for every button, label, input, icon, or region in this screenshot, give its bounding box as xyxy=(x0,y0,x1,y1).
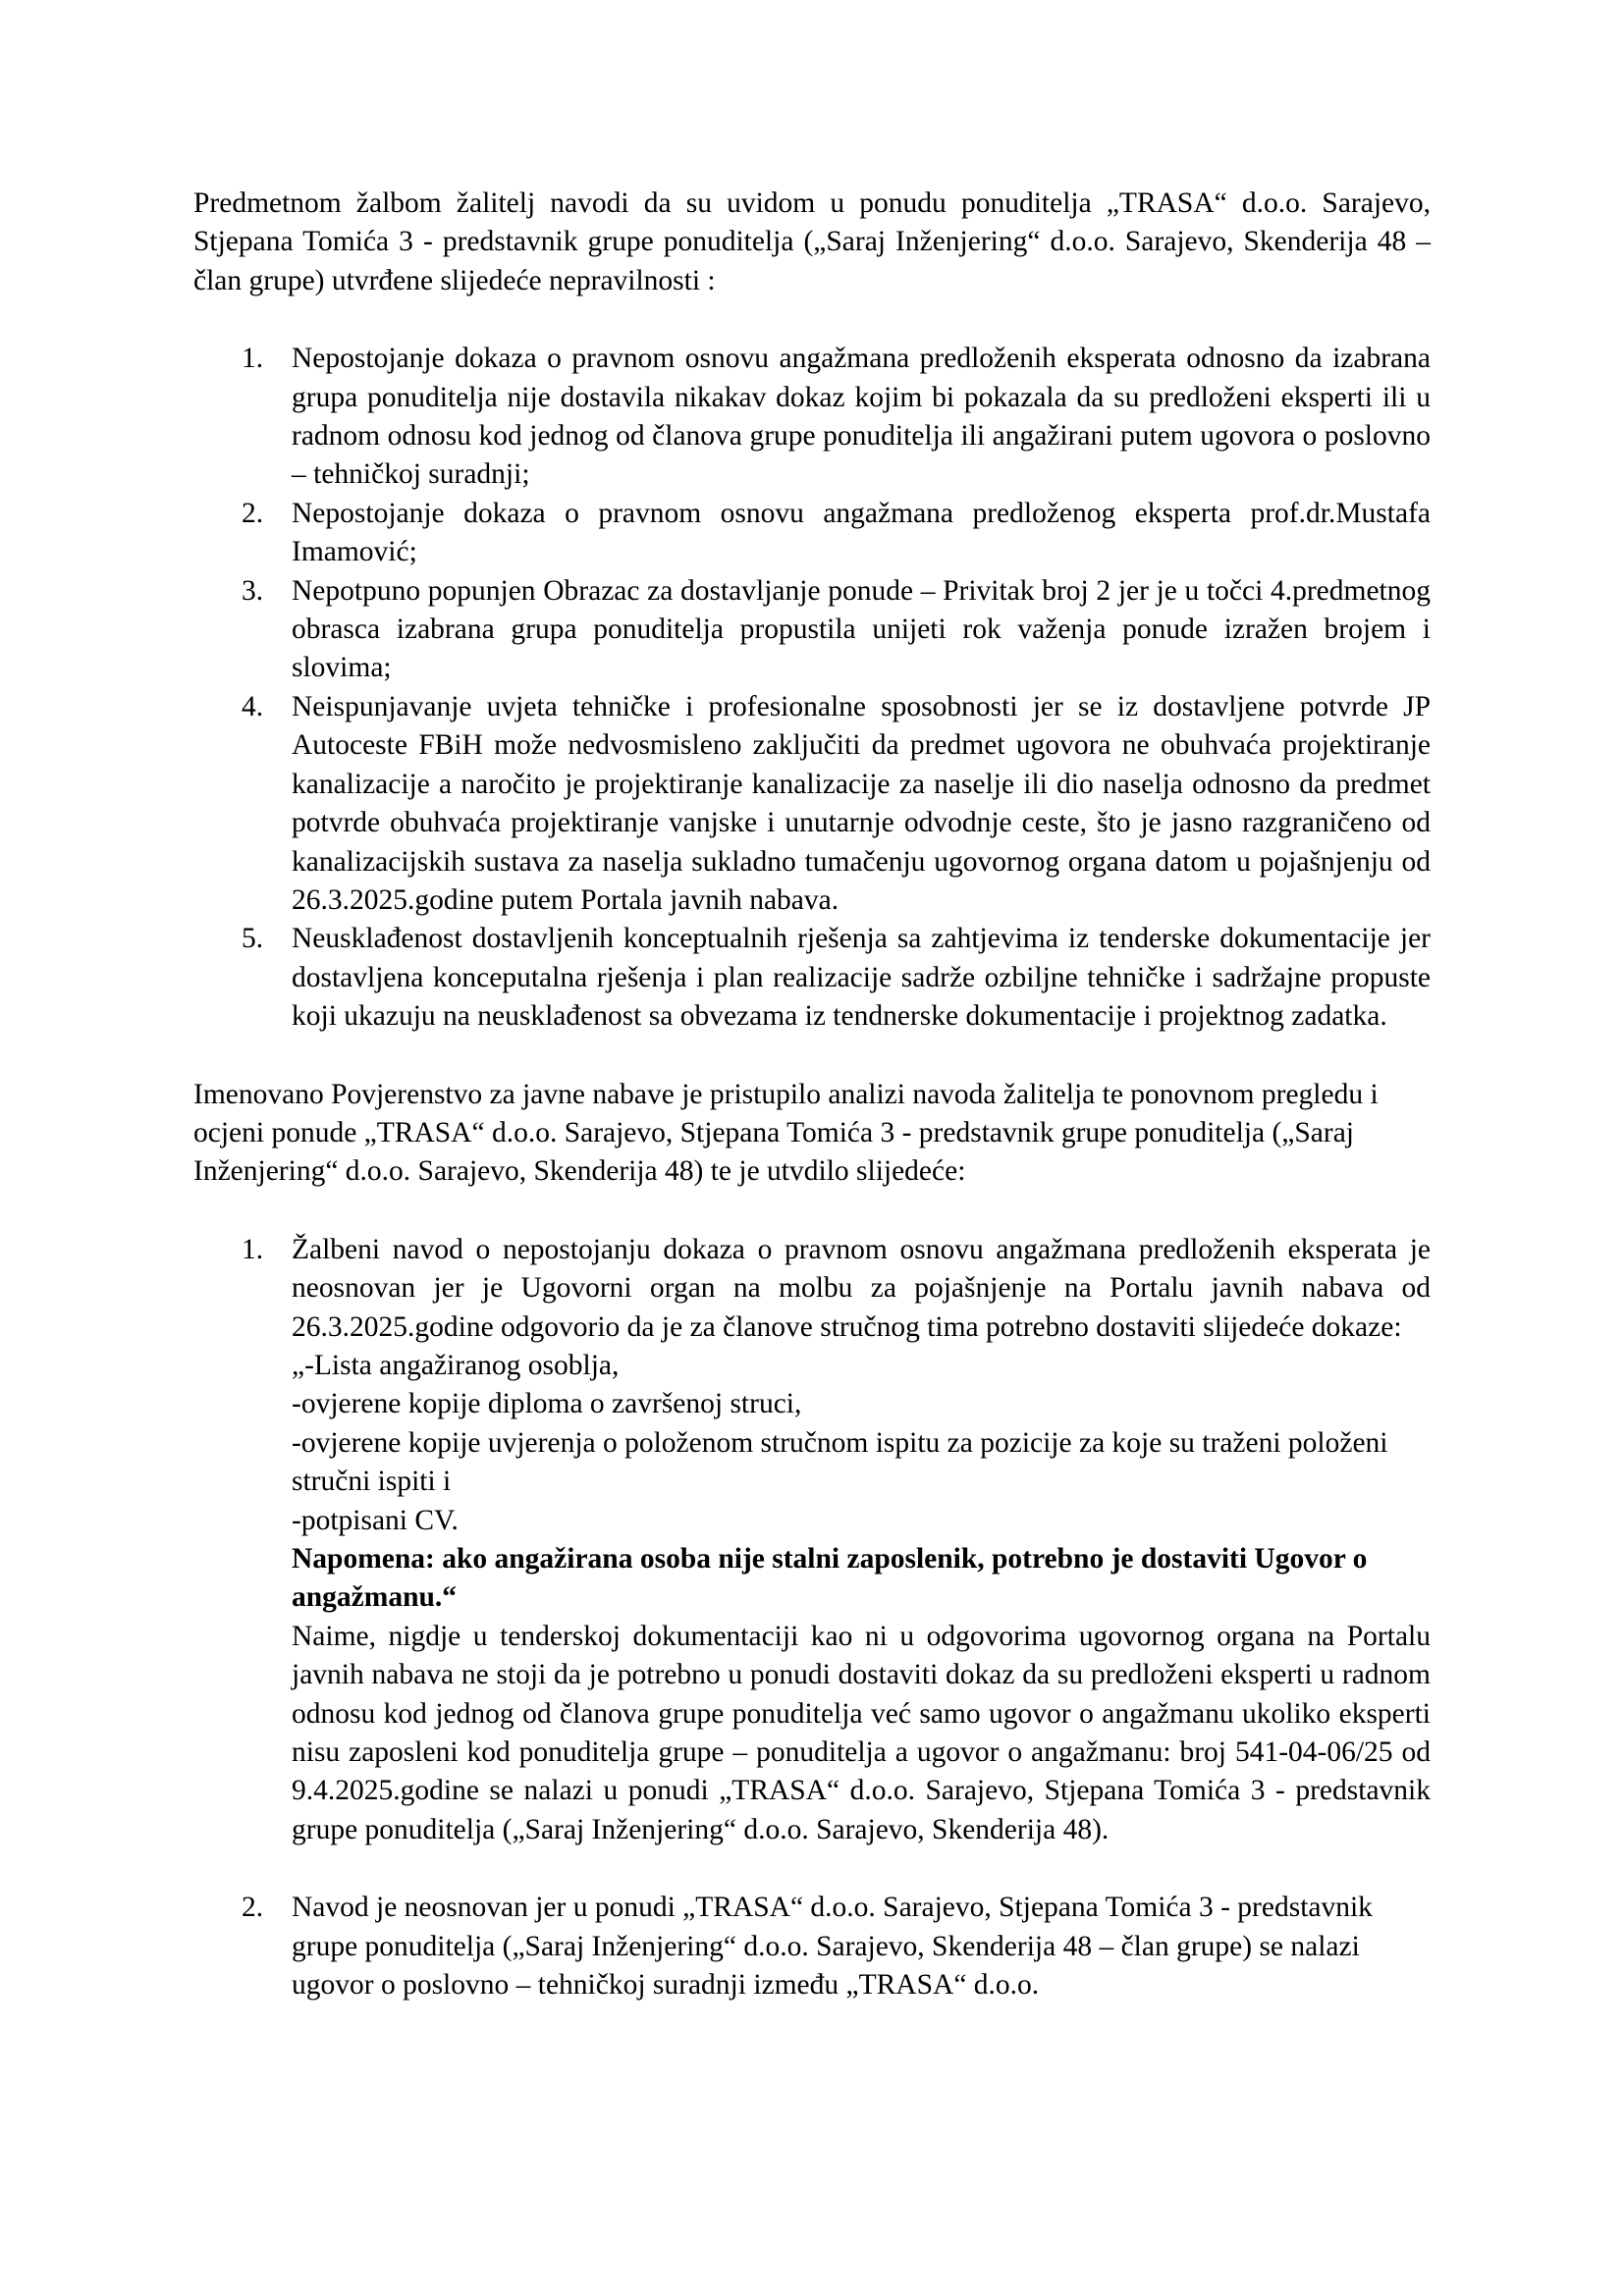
list-number: 1. xyxy=(242,1233,264,1265)
list-item xyxy=(193,1231,1431,1850)
quote-line: -potpisani CV. xyxy=(292,1504,459,1536)
list-number: 2. xyxy=(242,497,264,529)
list-item-text: Nepotpuno popunjen Obrazac za dostavljanje ponude – Privitak broj 2 jer je u točci 4.predmetnog obrasca izabrana grupa ponuditelja propustila unijeti rok važenja ponude izražen brojem i slovima; xyxy=(292,574,1431,684)
list-item-text: Neusklađenost dostavljenih konceptualnih rješenja sa zahtjevima iz tenderske dokumentacije jer dostavljena konceputalna rješenja i plan realizacije sadrže ozbiljne tehničke i sadržajne propuste koji ukazuju na neusklađenost sa obvezama iz tendnerske dokumentacije i projektnog zadatka. xyxy=(292,923,1431,1033)
document-page xyxy=(193,185,1431,2004)
spacer xyxy=(193,1849,1431,1889)
finding-text: Navod je neosnovan jer u ponudi „TRASA“ d.o.o. Sarajevo, Stjepana Tomića 3 - predstavnik grupe ponuditelja („Saraj Inženjering“ d.o.o. Sarajevo, Skenderija 48 – član grupe) se nalazi ugovor o poslovno – tehničkoj suradnji između „TRASA“ d.o.o. xyxy=(292,1892,1373,2002)
list-item xyxy=(193,340,1431,495)
finding-conclusion: Naime, nigdje u tenderskoj dokumentaciji kao ni u odgovorima ugovornog organa na Portalu javnih nabava ne stoji da je potrebno u ponudi dostaviti dokaz da su predloženi eksperti u radnom odnosu kod jednog od članova grupe ponuditelja već samo ugovor o angažmanu ukoliko eksperti nisu zaposleni kod ponuditelja grupe – ponuditelja a ugovor o angažmanu: broj 541-04-06/25 od 9.4.2025.godine se nalazi u ponudi „TRASA“ d.o.o. Sarajevo, Stjepana Tomića 3 - predstavnik grupe ponuditelja („Saraj Inženjering“ d.o.o. Sarajevo, Skenderija 48). xyxy=(292,1620,1431,1845)
list-item xyxy=(193,920,1431,1036)
list-item xyxy=(193,688,1431,920)
quote-line: -ovjerene kopije uvjerenja o položenom stručnom ispitu za pozicije za koje su traženi položeni stručni ispiti i xyxy=(292,1426,1388,1498)
list-item-text: Neispunjavanje uvjeta tehničke i profesionalne sposobnosti jer se iz dostavljene potvrde JP Autoceste FBiH može nedvosmisleno zaključiti da predmet ugovora ne obuhvaća projektiranje kanalizacije a naročito je projektiranje kanalizacije za naselje ili dio naselja odnosno da predmet potvrde obuhvaća projektiranje vanjske i unutarnje odvodnje ceste, što je jasno razgraničeno od kanalizacijskih sustava za naselja sukladno tumačenju ugovornog organa datom u pojašnjenju od 26.3.2025.godine putem Portala javnih nabava. xyxy=(292,690,1431,916)
list-number: 3. xyxy=(242,574,264,607)
list-item xyxy=(193,1889,1431,2004)
list-number: 4. xyxy=(242,690,264,722)
finding-text: Žalbeni navod o nepostojanju dokaza o pravnom osnovu angažmana predloženih eksperata je neosnovan jer je Ugovorni organ na molbu za pojašnjenje na Portalu javnih nabava od 26.3.2025.godine odgovorio da je za članove stručnog tima potrebno dostaviti slijedeće dokaze: xyxy=(292,1233,1431,1343)
note-bold-text: Napomena: ako angažirana osoba nije stalni zaposlenik, potrebno je dostaviti Ugovor o angažmanu.“ xyxy=(292,1543,1368,1614)
note-bold xyxy=(292,1540,1431,1618)
list-number: 1. xyxy=(242,343,264,375)
complaints-list xyxy=(193,340,1431,1036)
list-item xyxy=(193,572,1431,688)
list-item xyxy=(193,495,1431,572)
list-item-text: Nepostojanje dokaza o pravnom osnovu angažmana predloženih eksperata odnosno da izabrana grupa ponuditelja nije dostavila nikakav dokaz kojim bi pokazala da su predloženi eksperti ili u radnom odnosu kod jednog od članova grupe ponuditelja ili angažirani putem ugovora o poslovno – tehničkoj suradnji; xyxy=(292,343,1431,491)
findings-list xyxy=(193,1231,1431,2005)
analysis-paragraph: Imenovano Povjerenstvo za javne nabave je pristupilo analizi navoda žalitelja te ponovnom pregledu i ocjeni ponude „TRASA“ d.o.o. Sarajevo, Stjepana Tomića 3 - predstavnik grupe ponuditelja („Saraj Inženjering“ d.o.o. Sarajevo, Skenderija 48) te je utvdilo slijedeće: xyxy=(193,1078,1379,1188)
quote-line: -ovjerene kopije diploma o završenoj struci, xyxy=(292,1388,802,1420)
list-item-text: Nepostojanje dokaza o pravnom osnovu angažmana predloženog eksperta prof.dr.Mustafa Imamović; xyxy=(292,497,1431,568)
list-number: 2. xyxy=(242,1892,264,1924)
quote-line: „-Lista angažiranog osoblja, xyxy=(292,1349,620,1381)
intro-paragraph: Predmetnom žalbom žalitelj navodi da su uvidom u ponudu ponuditelja „TRASA“ d.o.o. Sarajevo, Stjepana Tomića 3 - predstavnik grupe ponuditelja („Saraj Inženjering“ d.o.o. Sarajevo, Skenderija 48 – član grupe) utvrđene slijedeće nepravilnosti : xyxy=(193,187,1431,296)
list-number: 5. xyxy=(242,923,264,955)
